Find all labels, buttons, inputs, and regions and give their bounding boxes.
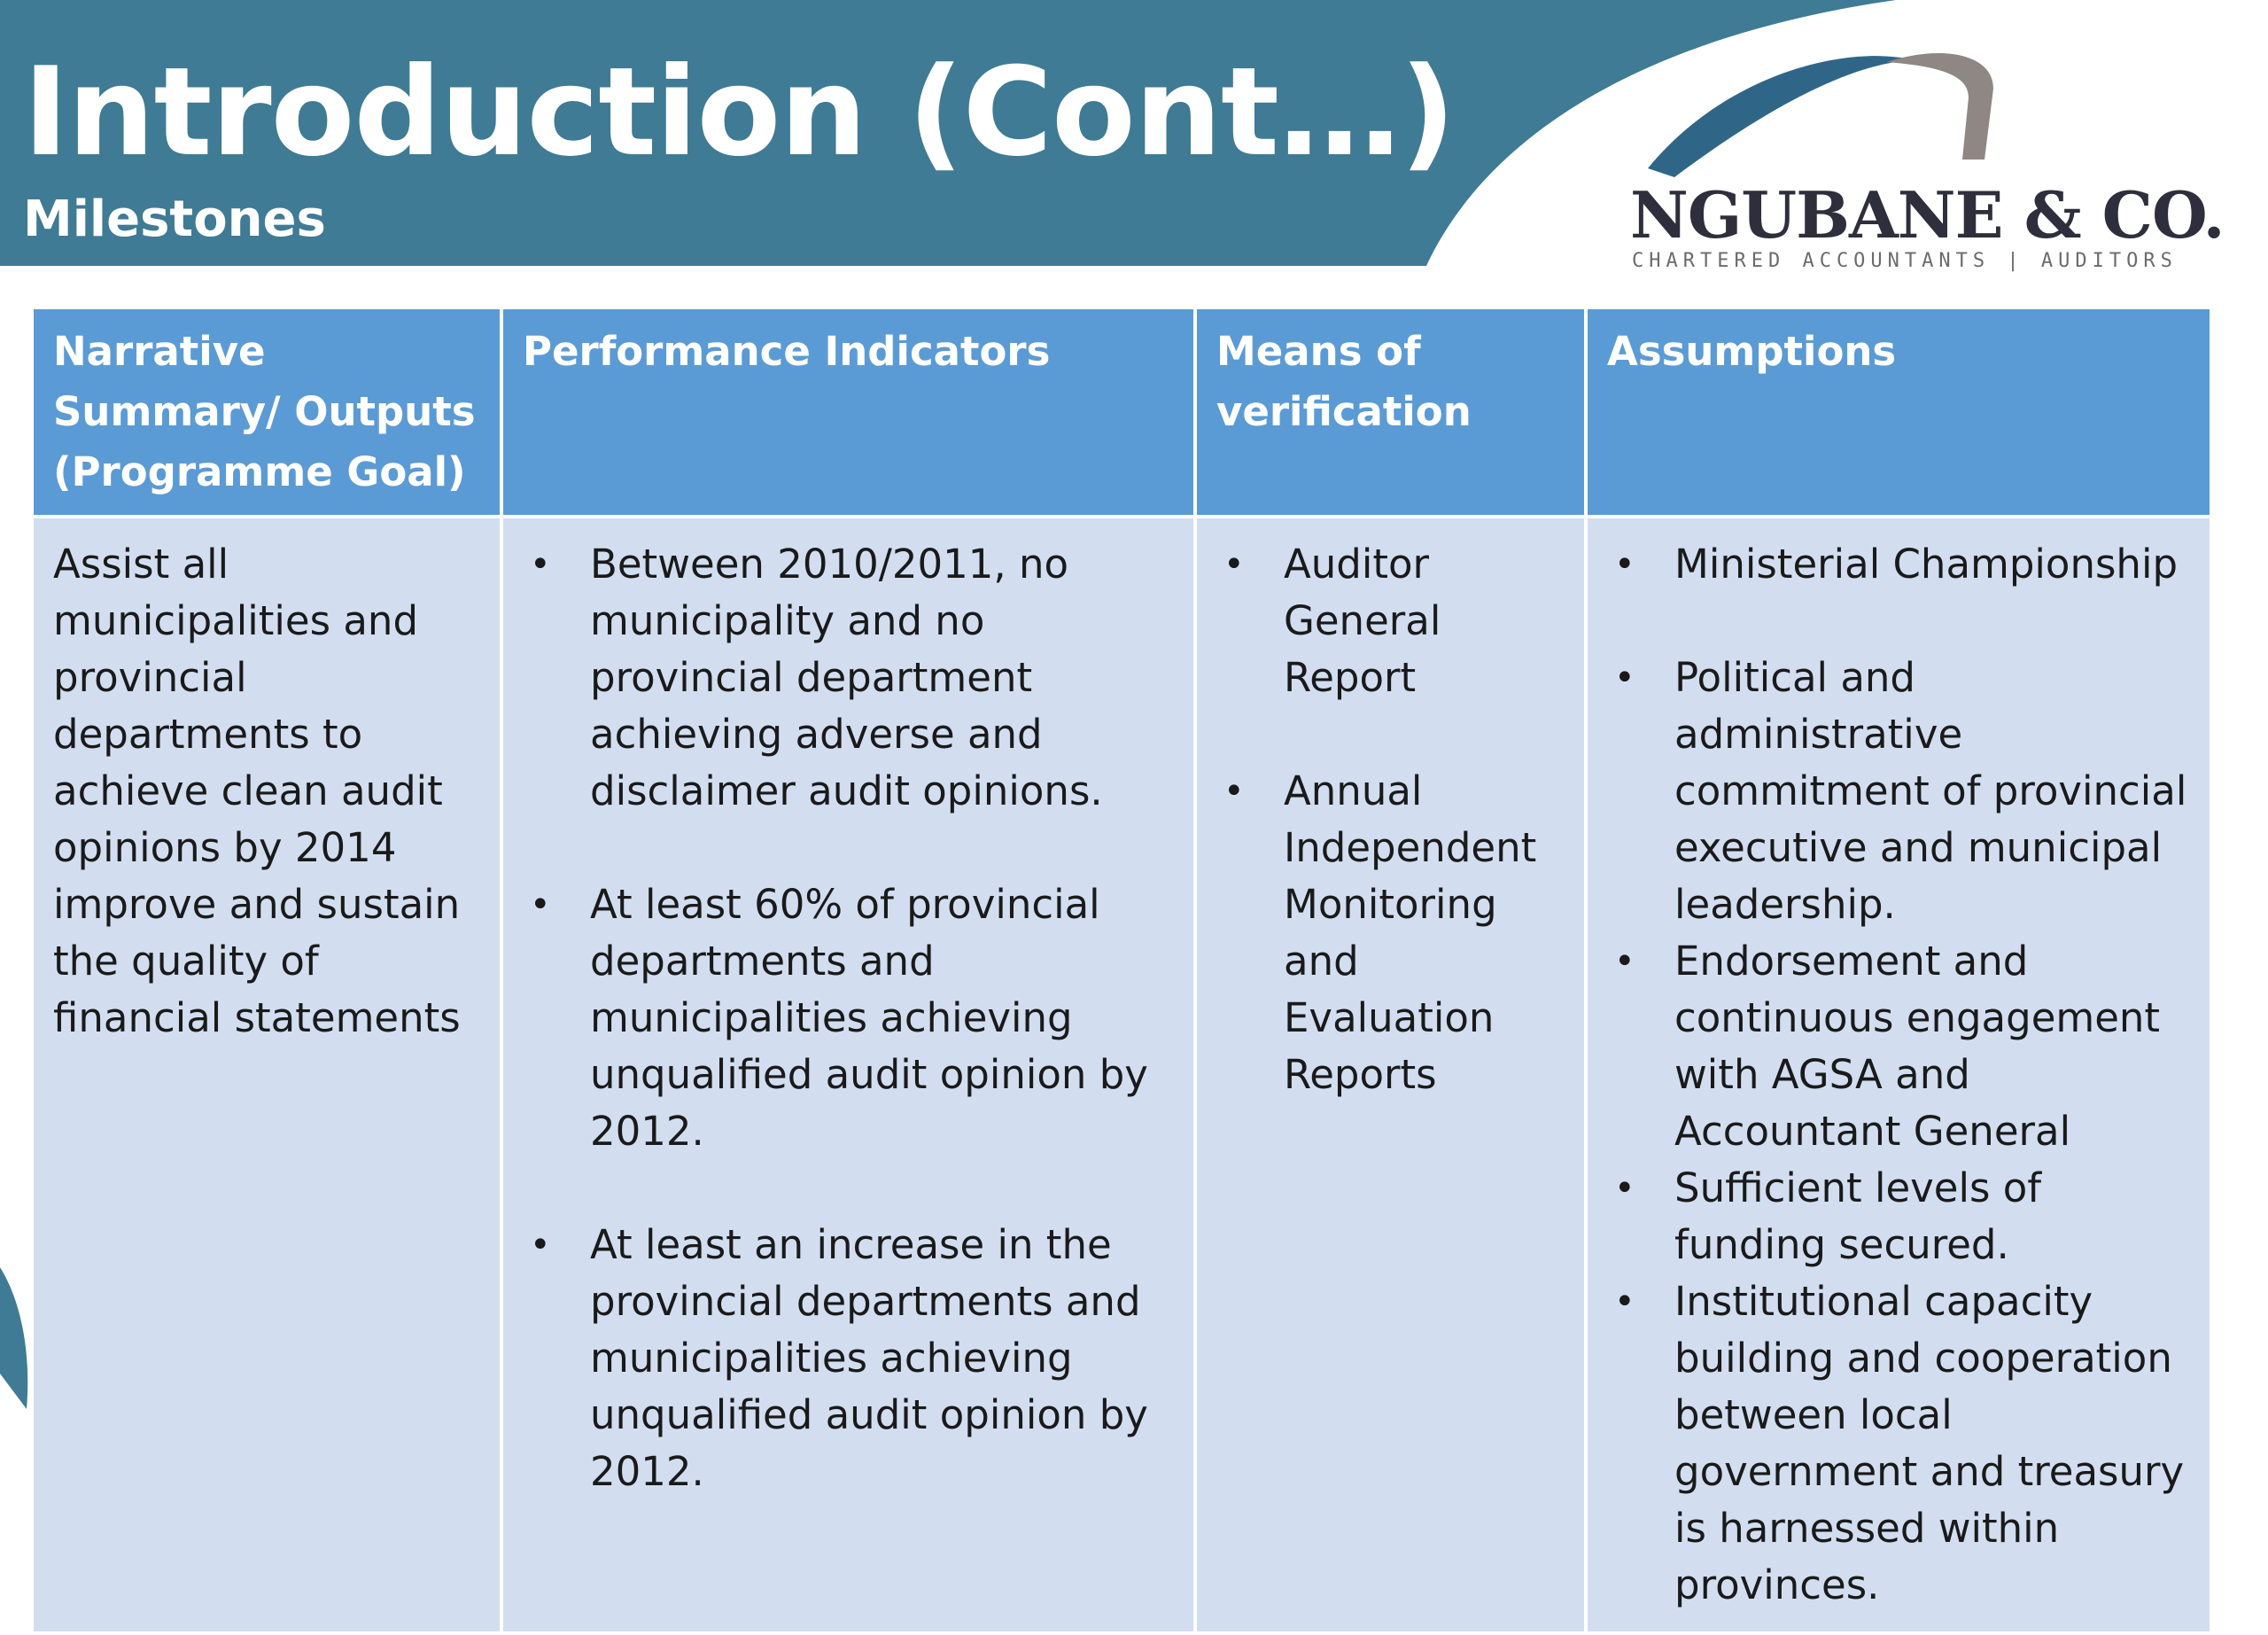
list-item: • Endorsement and continuous engagement with AGSA and Accountant General	[1607, 933, 2190, 1160]
logo-wordmark: NGUBANE & CO.	[1630, 177, 2225, 253]
list-item: • Annual Independent Monitoring and Evaluation Reports	[1216, 763, 1565, 1103]
list-item: • At least 60% of provincial departments and municipalities achieving unqualified audit opinion by 2012.	[523, 876, 1174, 1160]
table-header-row	[32, 308, 2211, 517]
col-header-assumptions: Assumptions	[1586, 308, 2211, 517]
assumptions-cell	[1586, 517, 2211, 1633]
list-item: • Between 2010/2011, no municipality and no provincial department achieving adverse and disclaimer audit opinions.	[523, 536, 1174, 820]
list-item: • Sufficient levels of funding secured.	[1607, 1160, 2190, 1273]
verification-list	[1216, 536, 1565, 1103]
indicators-list	[523, 536, 1174, 1500]
narrative-text: Assist all municipalities and provincial departments to achieve clean audit opinions by 2014 improve and sustain the quality of financial statements	[53, 541, 461, 1041]
page-title: Introduction (Cont…)	[23, 41, 1456, 183]
assumptions-list	[1607, 536, 2190, 1614]
list-item: • Ministerial Championship	[1607, 536, 2190, 593]
col-header-narrative: Narrative Summary/ Outputs (Programme Goal)	[32, 308, 501, 517]
page-subtitle: Milestones	[23, 191, 326, 248]
list-item: • Institutional capacity building and cooperation between local government and treasury is harnessed within provinces.	[1607, 1273, 2190, 1614]
table-row	[32, 517, 2211, 1633]
indicators-cell	[501, 517, 1195, 1633]
list-item: • Political and administrative commitment of provincial executive and municipal leadership.	[1607, 650, 2190, 933]
list-item: • Auditor General Report	[1216, 536, 1565, 706]
col-header-verification: Means of verification	[1195, 308, 1586, 517]
list-item: • At least an increase in the provincial departments and municipalities achieving unqualified audit opinion by 2012.	[523, 1217, 1174, 1500]
milestones-table	[30, 306, 2213, 1635]
logo-tagline: CHARTERED ACCOUNTANTS | AUDITORS	[1632, 250, 2178, 272]
verification-cell	[1195, 517, 1586, 1633]
col-header-indicators: Performance Indicators	[501, 308, 1195, 517]
narrative-cell	[32, 517, 501, 1633]
